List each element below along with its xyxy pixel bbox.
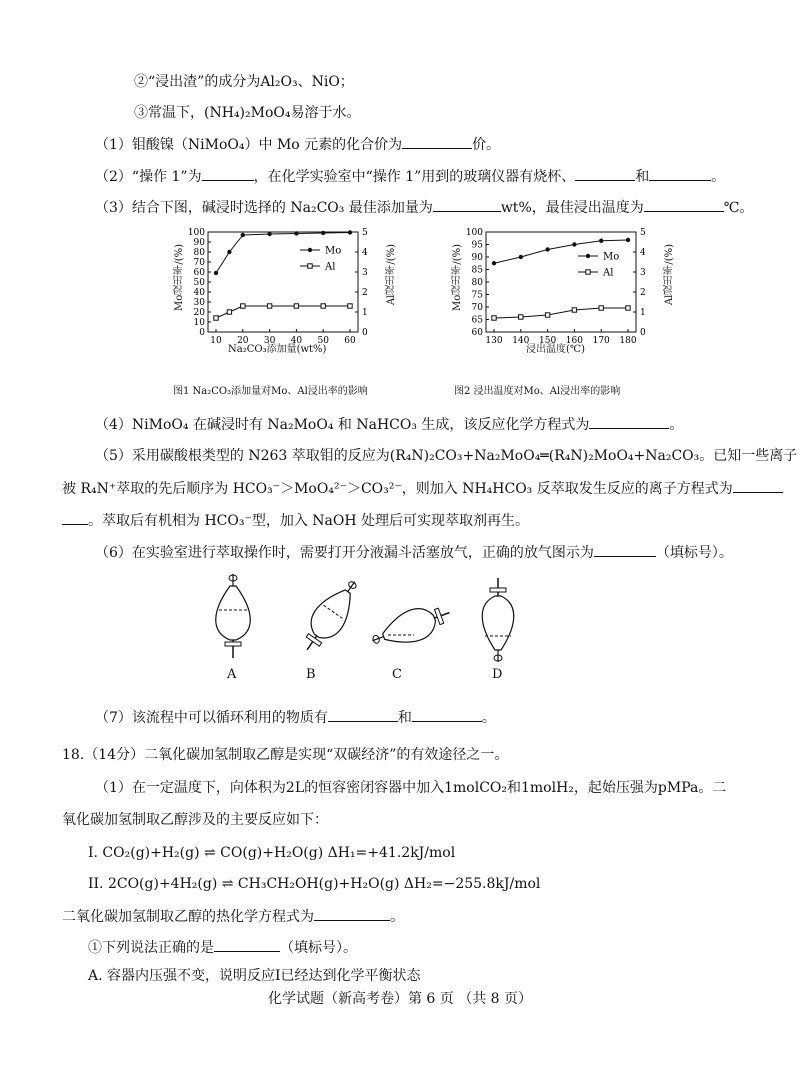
data-point-mo — [214, 271, 218, 275]
legend-label-mo: Mo — [325, 245, 342, 257]
data-point-al — [492, 316, 496, 320]
y-tick-label: 60 — [193, 268, 205, 278]
chart-2-xlabel: 浸出温度(℃) — [526, 344, 585, 355]
question-5-line-3 — [62, 510, 529, 531]
funnel-label-d: D — [492, 667, 503, 682]
answer-blank[interactable] — [62, 510, 88, 525]
page-footer: 化学试题（新高考卷）第 6 页 （共 8 页） — [267, 991, 533, 1007]
question-18-heading: 18.（14分）二氧化碳加氢制取乙醇是实现“双碳经济”的有效途径之一。 — [62, 747, 509, 763]
data-point-al — [348, 304, 352, 308]
answer-blank[interactable] — [402, 134, 472, 149]
answer-blank[interactable] — [733, 478, 783, 493]
funnel-label-b: B — [306, 667, 316, 682]
data-point-al — [626, 306, 630, 310]
y2-tick-label: 5 — [640, 228, 646, 238]
legend-label-al: Al — [603, 267, 614, 279]
x-tick-label: 30 — [263, 336, 276, 346]
x-tick-label: 60 — [344, 336, 356, 346]
data-point-al — [599, 306, 603, 310]
chart-2 — [446, 222, 676, 402]
x-tick-label: 170 — [592, 336, 610, 346]
question-5-line-1: （5）采用碳酸根类型的 N263 萃取钼的反应为(R₄N)₂CO₃+Na₂MoO₄═(R₄N)₂MoO₄+Na₂CO₃。已知一些离子 — [95, 448, 798, 464]
answer-blank[interactable] — [202, 166, 254, 181]
y-tick-label: 90 — [193, 238, 205, 248]
legend-marker-mo — [586, 254, 590, 258]
funnel-label-c: C — [392, 667, 402, 682]
data-point-al — [545, 313, 549, 317]
y2-tick-label: 5 — [362, 228, 368, 238]
funnel-b-figure — [295, 572, 365, 672]
reaction-2: II. 2CO(g)+4H₂(g) ⇌ CH₃CH₂OH(g)+H₂O(g) ΔH₂=−255.8kJ/mol — [88, 876, 541, 892]
data-point-mo — [294, 231, 298, 235]
y2-tick-label: 1 — [362, 308, 368, 318]
q3-text-a: （3）结合下图，碱浸时选择的 Na₂CO₃ 最佳添加量为 — [95, 200, 433, 216]
y2-tick-label: 2 — [640, 288, 646, 298]
q18-s1-end: （填标号）。 — [280, 940, 357, 956]
y-tick-label: 80 — [471, 278, 483, 288]
data-point-mo — [227, 250, 231, 254]
q2-text-b: ，在化学实验室中“操作 1”用到的玻璃仪器有烧杯、 — [253, 169, 576, 185]
question-18-line-1: （1）在一定温度下，向体积为2L的恒容密闭容器中加入1molCO₂和1molH₂，起始压强为pMPa。二 — [95, 780, 727, 796]
x-tick-label: 50 — [317, 336, 329, 346]
y2-tick-label: 4 — [362, 248, 368, 258]
answer-blank[interactable] — [214, 937, 280, 952]
q4-end: 。 — [669, 417, 684, 433]
data-point-mo — [321, 231, 325, 235]
data-point-al — [267, 304, 271, 308]
legend-marker-al — [586, 270, 590, 274]
data-point-al — [321, 304, 325, 308]
data-point-al — [241, 304, 245, 308]
y-tick-label: 70 — [471, 303, 483, 313]
q5-text: 被 R₄N⁺萃取的先后顺序为 HCO₃⁻＞MoO₄²⁻＞CO₃²⁻，则加入 NH₄HCO₃ 反萃取发生反应的离子方程式为 — [62, 481, 733, 497]
q3-end: ℃。 — [723, 200, 754, 216]
q5-text-end: 。萃取后有机相为 HCO₃⁻型，加入 NaOH 处理后可实现萃取剂再生。 — [88, 513, 530, 529]
series-line-al — [216, 306, 350, 318]
data-point-mo — [492, 261, 496, 265]
y-tick-label: 20 — [193, 308, 205, 318]
y2-tick-label: 2 — [362, 288, 368, 298]
q3-text-b: wt%，最佳浸出温度为 — [500, 200, 644, 216]
question-18-line-2: 氧化碳加氢制取乙醇涉及的主要反应如下： — [62, 812, 328, 828]
question-4 — [95, 414, 683, 435]
y-tick-label: 85 — [471, 265, 483, 276]
legend-marker-al — [308, 264, 312, 268]
question-2 — [95, 166, 725, 187]
q6-end: （填标号）。 — [655, 545, 733, 561]
y-tick-label: 50 — [193, 278, 205, 288]
data-point-mo — [572, 242, 576, 246]
chart-2-title: 图2 浸出温度对Mo、Al浸出率的影响 — [454, 386, 621, 397]
question-6 — [95, 542, 733, 563]
answer-blank[interactable] — [433, 197, 501, 212]
data-point-mo — [626, 238, 630, 242]
answer-blank[interactable] — [314, 906, 390, 921]
question-3 — [95, 197, 753, 218]
y-tick-label: 75 — [471, 290, 483, 301]
legend-label-al: Al — [325, 261, 336, 273]
y-tick-label: 95 — [471, 240, 483, 251]
question-18-sub-1 — [88, 937, 357, 958]
y-tick-label: 40 — [193, 288, 205, 298]
data-point-mo — [241, 233, 245, 237]
y-tick-label: 60 — [471, 328, 483, 338]
q1-text: （1）钼酸镍（NiMoO₄）中 Mo 元素的化合价为 — [95, 137, 403, 153]
q2-text-c: 和 — [635, 169, 650, 185]
y-tick-label: 10 — [193, 318, 205, 328]
y-tick-label: 80 — [193, 248, 205, 258]
data-point-mo — [599, 239, 603, 243]
data-point-al — [214, 316, 218, 320]
q18-thermo-text: 二氧化碳加氢制取乙醇的热化学方程式为 — [62, 909, 314, 925]
note-2: ②“浸出渣”的成分为Al₂O₃、NiO； — [134, 74, 354, 90]
reaction-1: I. CO₂(g)+H₂(g) ⇌ CO(g)+H₂O(g) ΔH₁=+41.2kJ/mol — [88, 845, 456, 861]
answer-blank[interactable] — [575, 166, 635, 181]
chart-1-y2label: Al浸出率/(%) — [386, 244, 397, 306]
q6-text: （6）在实验室进行萃取操作时，需要打开分液漏斗活塞放气，正确的放气图示为 — [95, 545, 594, 561]
answer-blank[interactable] — [649, 166, 711, 181]
data-point-al — [572, 308, 576, 312]
y-tick-label: 70 — [193, 258, 205, 268]
question-5-line-2 — [62, 478, 783, 499]
chart-1-title: 图1 Na₂CO₃添加量对Mo、Al浸出率的影响 — [173, 386, 368, 397]
x-tick-label: 150 — [539, 336, 557, 346]
note-3: ③常温下，(NH₄)₂MoO₄易溶于水。 — [134, 105, 361, 121]
answer-blank[interactable] — [644, 197, 724, 212]
data-point-mo — [267, 232, 271, 236]
data-point-al — [227, 310, 231, 314]
funnel-c-figure — [372, 585, 452, 665]
y-tick-label: 30 — [193, 298, 205, 308]
x-tick-label: 10 — [210, 336, 222, 346]
q7-end: 。 — [481, 710, 496, 726]
chart-2-ylabel: Mo浸出率/(%) — [452, 244, 463, 311]
legend-marker-mo — [308, 248, 312, 252]
q2-text-a: （2）“操作 1”为 — [95, 169, 202, 185]
x-tick-label: 40 — [290, 336, 303, 346]
chart-1-xlabel: Na₂CO₃添加量(wt%) — [228, 344, 327, 355]
answer-blank[interactable] — [594, 542, 656, 557]
question-18-thermo — [62, 906, 404, 927]
y2-tick-label: 0 — [640, 328, 646, 338]
data-point-al — [294, 304, 298, 308]
x-tick-label: 20 — [237, 336, 249, 346]
funnel-d-figure — [465, 572, 535, 672]
y2-tick-label: 0 — [362, 328, 368, 338]
funnel-a-figure — [200, 572, 270, 672]
y-tick-label: 65 — [471, 315, 483, 326]
data-point-al — [519, 315, 523, 319]
data-point-mo — [519, 255, 523, 259]
q18-s1-text: ①下列说法正确的是 — [88, 940, 214, 956]
q7-text-b: 和 — [397, 710, 412, 726]
funnel-label-a: A — [227, 667, 237, 682]
q7-text: （7）该流程中可以循环利用的物质有 — [95, 710, 328, 726]
q1-end: 价。 — [472, 137, 501, 153]
chart-2-y2label: Al浸出率/(%) — [664, 244, 675, 306]
chart-1 — [168, 222, 398, 402]
y-tick-label: 100 — [187, 228, 205, 238]
data-point-mo — [348, 230, 352, 234]
x-tick-label: 160 — [565, 336, 583, 346]
legend-label-mo: Mo — [603, 251, 620, 263]
series-line-al — [494, 308, 628, 318]
y2-tick-label: 1 — [640, 308, 646, 318]
x-tick-label: 130 — [485, 336, 503, 346]
answer-blank[interactable] — [589, 414, 669, 429]
q4-text: （4）NiMoO₄ 在碱浸时有 Na₂MoO₄ 和 NaHCO₃ 生成，该反应化学方程式为 — [95, 417, 590, 433]
question-18-option-a: A. 容器内压强不变，说明反应I已经达到化学平衡状态 — [88, 968, 421, 984]
answer-blank[interactable] — [412, 707, 482, 722]
q2-end: 。 — [711, 169, 726, 185]
answer-blank[interactable] — [328, 707, 398, 722]
chart-1-ylabel: Mo浸出率/(%) — [174, 244, 185, 311]
y-tick-label: 0 — [199, 328, 205, 338]
y-tick-label: 100 — [465, 228, 483, 238]
y2-tick-label: 3 — [640, 268, 646, 278]
q18-thermo-end: 。 — [390, 909, 404, 925]
question-1 — [95, 134, 500, 155]
data-point-mo — [545, 247, 549, 251]
question-7 — [95, 707, 496, 728]
x-tick-label: 180 — [619, 336, 637, 346]
x-tick-label: 140 — [512, 336, 530, 346]
y2-tick-label: 3 — [362, 268, 368, 278]
y2-tick-label: 4 — [640, 248, 646, 258]
y-tick-label: 90 — [471, 253, 483, 263]
